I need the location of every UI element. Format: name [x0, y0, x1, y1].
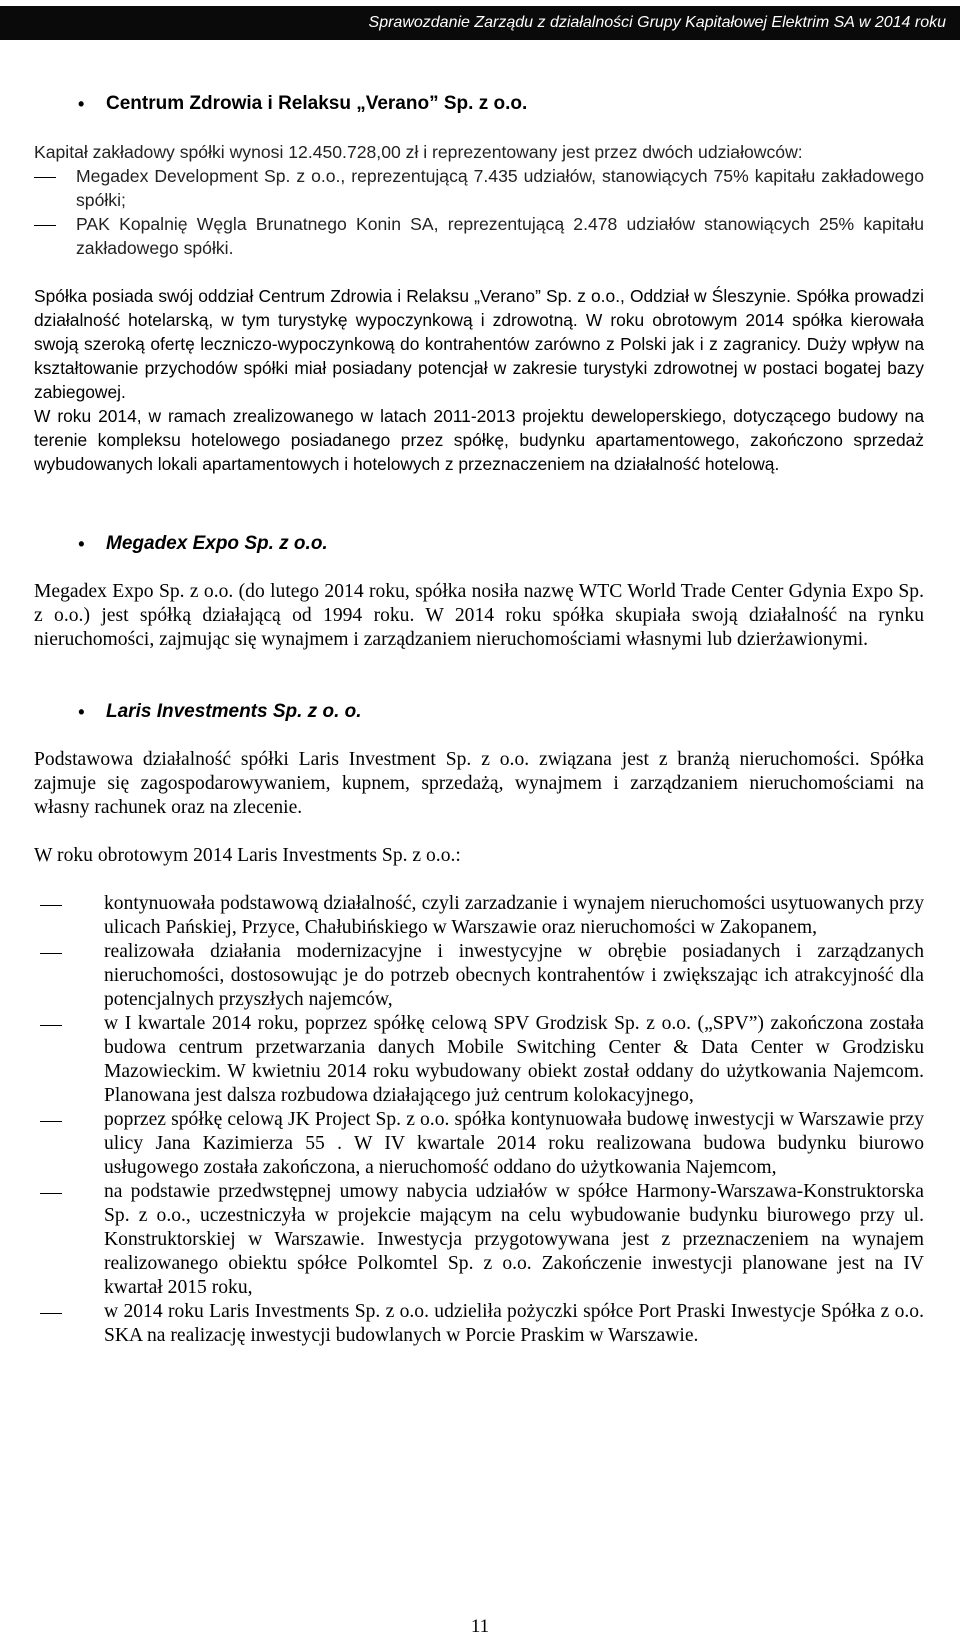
section-heading-verano: • Centrum Zdrowia i Relaksu „Verano” Sp. z o.o. — [34, 92, 924, 116]
page-header-title: Sprawozdanie Zarządu z działalności Grupy Kapitałowej Elektrim SA w 2014 roku — [368, 14, 946, 31]
laris-list-item: na podstawie przedwstępnej umowy nabycia udziałów w spółce Harmony-Warszawa-Konstruktorska Sp. z o.o., uczestniczyła w projekcie mającym na celu wybudowanie budynku biurowego przy ul. Konstruktorskiej w Warszawie. Inwestycja przygotowywana jest z przeznaczeniem na wynajem realizowanego obiektu spółce Polkomtel Sp. z o.o. Zakończenie inwestycji planowane jest na IV kwartał 2015 roku, — [34, 1180, 924, 1300]
verano-capital-paragraph: Kapitał zakładowy spółki wynosi 12.450.728,00 zł i reprezentowany jest przez dwóch udziałowców: — [34, 142, 803, 162]
verano-shareholder-item: Megadex Development Sp. z o.o., reprezentującą 7.435 udziałów, stanowiących 75% kapitału zakładowego spółki; — [34, 164, 924, 212]
section-heading-laris: • Laris Investments Sp. z o. o. — [34, 700, 924, 724]
page-number: 11 — [470, 1616, 490, 1637]
laris-list-item: kontynuowała podstawową działalność, czyli zarzadzanie i wynajem nieruchomości usytuowanych przy ulicach Pańskiej, Przyce, Chałubińskiego w Warszawie oraz nieruchomości w Zakopanem, — [34, 892, 924, 940]
verano-paragraph: W roku 2014, w ramach zrealizowanego w latach 2011-2013 projektu deweloperskiego, dotyczącego budowy na terenie kompleksu hotelowego posiadanego przez spółkę, budynku apartamentowego, zakończono sprzedaż wybudowanych lokali apartamentowych i hotelowych z przeznaczeniem na działalność hotelową. — [34, 406, 924, 474]
laris-intro: W roku obrotowym 2014 Laris Investments Sp. z o.o.: — [34, 845, 461, 866]
document-body — [34, 92, 924, 1348]
section-heading-megadex-expo: • Megadex Expo Sp. z o.o. — [34, 532, 924, 556]
laris-list-item: w I kwartale 2014 roku, poprzez spółkę celową SPV Grodzisk Sp. z o.o. („SPV”) zakończona została budowa centrum przetwarzania danych Mobile Switching Center & Data Center w Grodzisku Mazowieckim. W kwietniu 2014 roku wybudowany obiekt został oddany do użytkowania Najemcom. Planowana jest dalsza rozbudowa działającego już centrum kolokacyjnego, — [34, 1012, 924, 1108]
laris-list-item: w 2014 roku Laris Investments Sp. z o.o. udzieliła pożyczki spółce Port Praski Inwestycje Spółka z o.o. SKA na realizację inwestycji budowlanych w Porcie Praskim w Warszawie. — [34, 1300, 924, 1348]
laris-list-item: realizowała działania modernizacyjne i inwestycyjne w obrębie posiadanych i zarządzanych nieruchomości, dostosowując je do potrzeb obecnych kontrahentów i zwiększając ich atrakcyjność dla potencjalnych przyszłych najemców, — [34, 940, 924, 1012]
laris-paragraph: Podstawowa działalność spółki Laris Investment Sp. z o.o. związana jest z branżą nieruchomości. Spółka zajmuje się zagospodarowywaniem, kupnem, sprzedażą, wynajmem i zarządzaniem nieruchomościami na własny rachunek oraz na zlecenie. — [34, 749, 924, 818]
laris-list-item: poprzez spółkę celową JK Project Sp. z o.o. spółka kontynuowała budowę inwestycji w Warszawie przy ulicy Jana Kazimierza 55 . W IV kwartale 2014 roku realizowana budowa budynku biurowo usługowego została zakończona, a nieruchomość oddano do użytkowania Najemcom, — [34, 1108, 924, 1180]
verano-shareholder-item: PAK Kopalnię Węgla Brunatnego Konin SA, reprezentującą 2.478 udziałów stanowiących 25% kapitału zakładowego spółki. — [34, 212, 924, 260]
verano-paragraph: Spółka posiada swój oddział Centrum Zdrowia i Relaksu „Verano” Sp. z o.o., Oddział w Śleszynie. Spółka prowadzi działalność hotelarską, w tym turystykę wypoczynkową i zdrowotną. W roku obrotowym 2014 spółka kierowała swoją szeroką ofertę leczniczo-wypoczynkową do kontrahentów zarówno z Polski jak i z zagranicy. Duży wpływ na kształtowanie przychodów spółki miał posiadany potencjał w zakresie turystyki zdrowotnej w postaci bogatej bazy zabiegowej. — [34, 286, 924, 402]
page-header-bar — [0, 6, 960, 40]
expo-paragraph: Megadex Expo Sp. z o.o. (do lutego 2014 roku, spółka nosiła nazwę WTC World Trade Center Gdynia Expo Sp. z o.o.) jest spółką działającą od 1994 roku. W 2014 roku spółka skupiała swoją działalność na rynku nieruchomości, zajmując się wynajmem i zarządzaniem nieruchomościami własnymi lub dzierżawionymi. — [34, 581, 924, 650]
